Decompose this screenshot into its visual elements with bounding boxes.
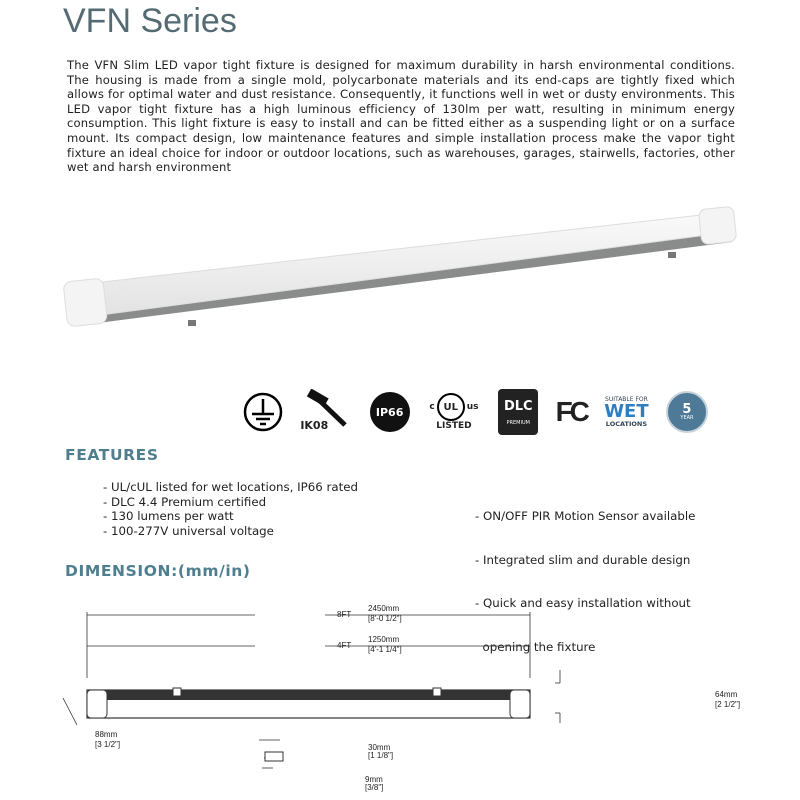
feature-item: opening the fixture	[475, 639, 596, 654]
feature-item: - ON/OFF PIR Motion Sensor available	[475, 509, 696, 523]
ground-symbol-icon	[243, 392, 283, 432]
feature-item: - UL/cUL listed for wet locations, IP66 rated	[103, 480, 358, 494]
fcc-logo: FC	[555, 396, 587, 427]
features-heading: FEATURES	[65, 446, 159, 464]
clip-depth-value: 9mm [3/8"]	[365, 775, 384, 792]
features-list-left	[103, 480, 358, 538]
product-description: The VFN Slim LED vapor tight fixture is designed for maximum durability in harsh environmental conditions. The housing is made from a single mold, polycarbonate materials and its end-caps are tightly fixed which allows for optimal water and dust resistance. Consequently, it functions well in wet or dusty environments. This LED vapor tight fixture has a high luminous efficiency of 130lm per watt, resulting in minimum energy consumption. This light fixture is easy to install and can be fitted either as a suspending light or on a surface mount. Its compact design, low maintenance features and simple installation process make the vapor tight fixture an ideal choice for indoor or outdoor locations, such as warehouses, garages, stairwells, factories, other wet and harsh environment	[67, 58, 735, 175]
ip66-badge: IP66	[370, 392, 410, 432]
feature-item: - DLC 4.4 Premium certified	[103, 494, 267, 509]
page-title: VFN Series	[63, 2, 237, 40]
feature-item: - 130 lumens per watt	[103, 509, 234, 523]
ul-listed-badge: c UL us LISTED	[427, 393, 481, 431]
length-8ft-value: 2450mm [8'-0 1/2"]	[368, 604, 402, 623]
length-4ft-label: 4FT	[337, 641, 352, 650]
width-value: 88mm [3 1/2"]	[95, 730, 121, 749]
dlc-premium-badge: DLC PREMIUM	[498, 389, 538, 435]
clip-width-value: 30mm [1 1/8"]	[368, 743, 394, 760]
feature-item: - Integrated slim and durable design	[475, 552, 691, 567]
certification-icons	[243, 388, 708, 436]
product-image	[60, 200, 760, 345]
length-4ft-value: 1250mm [4'-1 1/4"]	[368, 635, 402, 654]
5-year-warranty-badge: 5 YEAR	[666, 391, 708, 433]
length-8ft-label: 8FT	[337, 610, 352, 619]
wet-locations-badge: SUITABLE FOR WET LOCATIONS	[604, 395, 649, 428]
feature-item: - Quick and easy installation without	[475, 596, 691, 610]
height-value: 64mm [2 1/2"]	[715, 690, 741, 709]
ik08-hammer-icon: IK08	[300, 389, 352, 435]
feature-item: - 100-277V universal voltage	[103, 523, 274, 538]
dimension-heading: DIMENSION:(mm/in)	[65, 562, 251, 580]
